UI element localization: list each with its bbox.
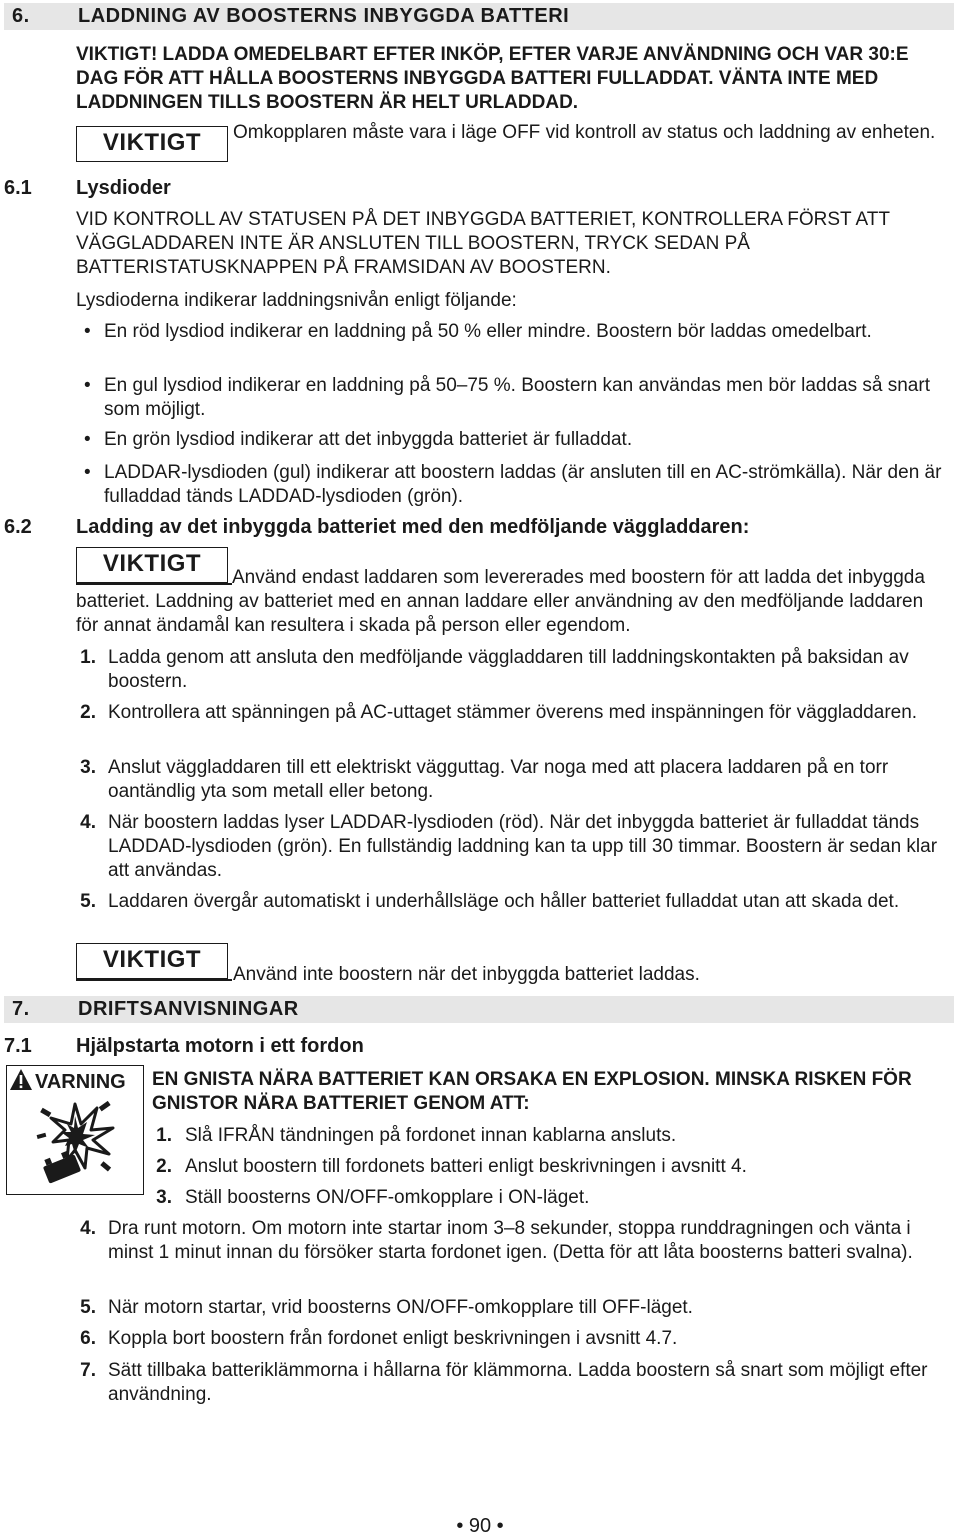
step-number: 4. bbox=[80, 812, 96, 833]
step-text: Anslut boostern till fordonets batteri enligt beskrivningen i avsnitt 4. bbox=[185, 1156, 747, 1177]
viktigt-badge: VIKTIGT bbox=[76, 547, 228, 583]
step-text: Slå IFRÅN tändningen på fordonet innan kablarna ansluts. bbox=[185, 1125, 677, 1146]
page-number: • 90 • bbox=[456, 1515, 504, 1537]
step-text: Ställ boosterns ON/OFF-omkopplare i ON-läget. bbox=[185, 1187, 590, 1208]
step-text: Sätt tillbaka batteriklämmorna i hållarna för klämmorna. Ladda boostern så snart som möjligt efter användning. bbox=[108, 1360, 928, 1405]
led-intro: Lysdioderna indikerar laddningsnivån enligt följande: bbox=[76, 290, 517, 311]
step-number: 5. bbox=[80, 1297, 96, 1318]
step-number: 1. bbox=[156, 1125, 172, 1146]
notice2-text: Använd inte boostern när det inbyggda batteriet laddas. bbox=[233, 964, 700, 985]
subsection-number: 6.1 bbox=[4, 177, 32, 199]
notice-text: Omkopplaren måste vara i läge OFF vid kontroll av status och laddning av enheten. bbox=[233, 122, 936, 143]
step-number: 6. bbox=[80, 1328, 96, 1349]
section-number: 6. bbox=[12, 5, 30, 27]
bullet-dot: • bbox=[84, 462, 91, 483]
important-caps-text: VIKTIGT! LADDA OMEDELBART EFTER INKÖP, EFTER VARJE ANVÄNDNING OCH VAR 30:E DAG FÖR ATT HÅLLA BOOSTERNS INBYGGDA BATTERI FULLADDAT. VÄNTA INTE MED LADDNINGEN TILLS BOOSTERN ÄR HELT URLADDAD. bbox=[76, 44, 909, 113]
subsection-number: 6.2 bbox=[4, 516, 32, 538]
step-text: Ladda genom att ansluta den medföljande väggladdaren till laddningskontakten på baksidan av boostern. bbox=[108, 647, 909, 692]
list-item: LADDAR-lysdioden (gul) indikerar att boostern laddas (är ansluten till en AC-strömkälla). När den är fulladdad tänds LADDAD-lysdioden (grön). bbox=[104, 462, 942, 507]
warning-label: VARNING bbox=[35, 1071, 126, 1093]
step-number: 3. bbox=[80, 757, 96, 778]
charger-notice-text: Använd endast laddaren som levererades med boostern för att ladda det inbyggda batteriet. Laddning av batteriet med en annan laddare eller användning av den medföljande laddaren för annat ändamål kan resultera i skada på person eller egendom. bbox=[76, 567, 925, 636]
led-caps-text: VID KONTROLL AV STATUSEN PÅ DET INBYGGDA BATTERIET, KONTROLLERA FÖRST ATT VÄGGLADDAREN INTE ÄR ANSLUTEN TILL BOOSTERN, TRYCK SEDAN PÅ BATTERISTATUSKNAPPEN PÅ FRAMSIDAN AV BOOSTERN. bbox=[76, 209, 890, 278]
step-number: 3. bbox=[156, 1187, 172, 1208]
bullet-dot: • bbox=[84, 321, 91, 342]
step-text: Kontrollera att spänningen på AC-uttaget stämmer överens med inspänningen för väggladdaren. bbox=[108, 702, 918, 723]
step-number: 2. bbox=[156, 1156, 172, 1177]
step-number: 7. bbox=[80, 1360, 96, 1381]
step-number: 2. bbox=[80, 702, 96, 723]
subsection-title: Lysdioder bbox=[76, 177, 171, 199]
step-number: 5. bbox=[80, 891, 96, 912]
explosion-icon bbox=[35, 1098, 115, 1186]
step-text: Dra runt motorn. Om motorn inte startar inom 3–8 sekunder, stoppa runddragningen och vänta i minst 1 minut innan du försöker starta fordonet igen. (Detta för att låta boosterns batteri svalna). bbox=[108, 1218, 913, 1263]
bullet-dot: • bbox=[84, 375, 91, 396]
step-text: Laddaren övergår automatiskt i underhållsläge och håller batteriet fulladdat utan att skada det. bbox=[108, 891, 900, 912]
viktigt-badge: VIKTIGT bbox=[76, 126, 228, 162]
step-text: När boostern laddas lyser LADDAR-lysdioden (röd). När det inbyggda batteriet är fulladdat tänds LADDAD-lysdioden (grön). En fullständig laddning kan ta upp till 30 timmar. Boostern är sedan klar att användas. bbox=[108, 812, 938, 881]
step-text: Anslut väggladdaren till ett elektriskt vägguttag. Var noga med att placera laddaren på en torr oantändlig yta som metall eller betong. bbox=[108, 757, 889, 802]
viktigt-badge: VIKTIGT bbox=[76, 943, 228, 979]
step-number: 4. bbox=[80, 1218, 96, 1239]
subsection-title: Hjälpstarta motorn i ett fordon bbox=[76, 1035, 364, 1057]
step-number: 1. bbox=[80, 647, 96, 668]
subsection-title: Ladding av det inbyggda batteriet med den medföljande väggladdaren: bbox=[76, 516, 750, 538]
section-title: LADDNING AV BOOSTERNS INBYGGDA BATTERI bbox=[78, 5, 570, 27]
section-6-header bbox=[4, 3, 954, 30]
warning-triangle-icon bbox=[9, 1068, 33, 1092]
list-item: En gul lysdiod indikerar en laddning på 50–75 %. Boostern kan användas men bör laddas så snart som möjligt. bbox=[104, 375, 930, 420]
section-7-header bbox=[4, 996, 954, 1023]
badge-underline bbox=[76, 979, 232, 981]
list-item: En röd lysdiod indikerar en laddning på 50 % eller mindre. Boostern bör laddas omedelbart. bbox=[104, 321, 872, 342]
section-title: DRIFTSANVISNINGAR bbox=[78, 998, 299, 1020]
step-text: När motorn startar, vrid boosterns ON/OFF-omkopplare till OFF-läget. bbox=[108, 1297, 693, 1318]
list-item: En grön lysdiod indikerar att det inbyggda batteriet är fulladdat. bbox=[104, 429, 633, 450]
bullet-dot: • bbox=[84, 429, 91, 450]
warning-box bbox=[6, 1065, 144, 1195]
warning-caps-text: EN GNISTA NÄRA BATTERIET KAN ORSAKA EN EXPLOSION. MINSKA RISKEN FÖR GNISTOR NÄRA BATTERIET GENOM ATT: bbox=[152, 1069, 912, 1114]
step-text: Koppla bort boostern från fordonet enligt beskrivningen i avsnitt 4.7. bbox=[108, 1328, 678, 1349]
section-number: 7. bbox=[12, 998, 30, 1020]
subsection-number: 7.1 bbox=[4, 1035, 32, 1057]
